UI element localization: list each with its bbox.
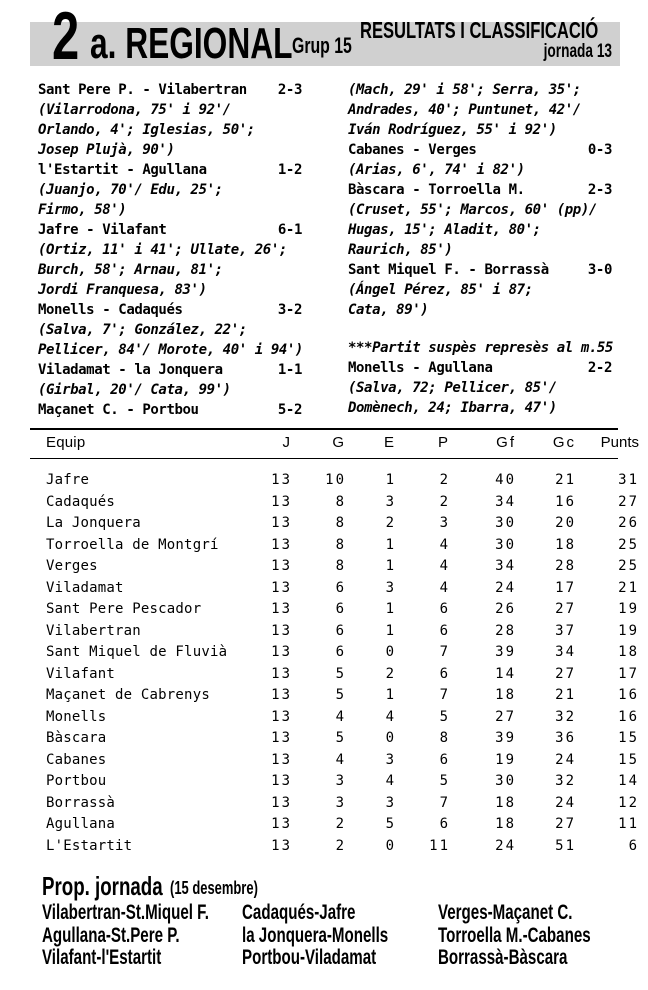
section-title: RESULTATS I CLASSIFICACIÓ: [360, 17, 599, 43]
scorers-text: (Ortiz, 11' i 41'; Ullate, 26';: [38, 242, 287, 258]
goals-against: 18: [555, 536, 576, 553]
match-teams: Jafre - Vilafant: [38, 222, 167, 238]
drawn: 4: [385, 708, 396, 725]
points: 26: [618, 515, 639, 531]
scorers-text: (Ángel Pérez, 85' i 87;: [348, 282, 533, 298]
drawn: 0: [385, 730, 396, 746]
table-row: [30, 773, 639, 795]
points: 31: [618, 472, 639, 488]
fixture: [42, 902, 274, 925]
won: 8: [335, 515, 346, 531]
match-result: [348, 358, 612, 378]
drawn: 1: [385, 687, 396, 703]
table-row: [30, 730, 639, 752]
fixture: [438, 925, 648, 948]
scorers-text: Jordi Franquesa, 83'): [38, 282, 207, 298]
points: 17: [618, 665, 639, 682]
won: 2: [335, 837, 346, 854]
table-row: [30, 579, 639, 602]
played: 13: [271, 644, 292, 660]
goals-against: 24: [555, 751, 576, 768]
scorers-text: Josep Plujà, 90'): [38, 142, 175, 158]
won: 8: [335, 536, 346, 553]
played: 13: [271, 493, 292, 510]
fixtures-column-1: [42, 902, 274, 970]
played: 13: [271, 472, 292, 488]
fixtures-column-3: [438, 902, 648, 970]
goals-against: 27: [555, 816, 576, 832]
goals-against: 51: [555, 837, 576, 854]
goals-for: 18: [495, 687, 516, 703]
played: 13: [271, 536, 292, 553]
fixture: [242, 925, 445, 948]
match-score: 3-2: [277, 302, 302, 318]
points: 25: [618, 558, 639, 574]
match-result: [38, 220, 302, 240]
won: 6: [335, 644, 346, 660]
played: 13: [271, 515, 292, 531]
goals-against: 32: [555, 773, 576, 789]
played: 13: [271, 751, 292, 768]
scorers-line: [348, 120, 612, 140]
goals-against: 21: [555, 472, 576, 488]
table-row: [30, 665, 639, 688]
drawn: 1: [385, 601, 396, 617]
fixture-text: Cadaqués-Jafre: [242, 901, 356, 924]
goals-for: 30: [495, 773, 516, 789]
played: 13: [271, 687, 292, 703]
table-row: [30, 558, 639, 580]
lost: 3: [439, 515, 450, 531]
table-header-rule: [30, 458, 618, 459]
points: 12: [618, 794, 639, 811]
lost: 4: [439, 579, 450, 596]
played: 13: [271, 816, 292, 832]
fixture-text: Vilafant-l'Estartit: [42, 946, 162, 969]
scorers-line: [348, 378, 612, 398]
played: 13: [271, 837, 292, 854]
fixture: [242, 947, 445, 970]
header-played: J: [282, 434, 292, 451]
goals-against: 27: [555, 665, 576, 682]
scorers-line: [348, 220, 612, 240]
match-teams: l'Estartit - Agullana: [38, 162, 207, 178]
match-teams: Maçanet C. - Portbou: [38, 402, 199, 418]
scorers-text: (Salva, 7'; González, 22';: [38, 322, 247, 338]
scorers-line: [348, 280, 612, 300]
table-row: [30, 644, 639, 666]
header-drawn: E: [383, 434, 396, 451]
lost: 4: [439, 558, 450, 574]
scorers-text: Cata, 89'): [348, 302, 429, 318]
won: 6: [335, 601, 346, 617]
next-round-date: (15 desembre): [170, 878, 258, 898]
scorers-line: [38, 280, 302, 300]
goals-for: 28: [495, 622, 516, 639]
header-won: G: [332, 434, 346, 451]
scorers-line: [38, 180, 302, 200]
points: 15: [618, 730, 639, 746]
drawn: 4: [385, 773, 396, 789]
goals-for: 26: [495, 601, 516, 617]
lost: 7: [439, 794, 450, 811]
drawn: 0: [385, 644, 396, 660]
fixture-text: Verges-Maçanet C.: [438, 901, 573, 924]
won: 6: [335, 622, 346, 639]
lost: 6: [439, 665, 450, 682]
match-result: [38, 80, 302, 100]
header-points: Punts: [600, 434, 639, 451]
table-row: [30, 622, 639, 645]
goals-for: 18: [495, 794, 516, 811]
goals-for: 14: [495, 665, 516, 682]
goals-for: 34: [495, 493, 516, 510]
team-name: Sant Miquel de Fluvià: [46, 644, 228, 660]
scorers-text: (Salva, 72; Pellicer, 85'/: [348, 380, 557, 396]
lost: 6: [439, 816, 450, 832]
table-row: [30, 837, 639, 860]
goals-against: 17: [555, 579, 576, 596]
goals-against: 28: [555, 558, 576, 574]
drawn: 3: [385, 579, 396, 596]
page-header: [30, 0, 620, 74]
goals-against: 36: [555, 730, 576, 746]
scorers-text: Firmo, 58'): [38, 202, 127, 218]
header-team: Equip: [46, 434, 86, 451]
goals-for: 34: [495, 558, 516, 574]
team-name: Monells: [46, 708, 107, 725]
points: 14: [618, 773, 639, 789]
header-goals-against: Gc: [552, 434, 576, 451]
match-teams: Sant Pere P. - Vilabertran: [38, 82, 247, 98]
scorers-line: [38, 140, 302, 160]
played: 13: [271, 579, 292, 596]
lost: 11: [429, 837, 450, 854]
table-top-rule: [30, 428, 618, 430]
played: 13: [271, 665, 292, 682]
match-result: [38, 360, 302, 380]
fixture-text: Torroella M.-Cabanes: [438, 923, 591, 947]
fixture: [42, 947, 274, 970]
scorers-line: [348, 200, 612, 220]
scorers-text: (Girbal, 20'/ Cata, 99'): [38, 382, 231, 398]
played: 13: [271, 794, 292, 811]
points: 18: [618, 644, 639, 660]
goals-for: 19: [495, 751, 516, 768]
match-result: [38, 300, 302, 320]
goals-for: 24: [495, 579, 516, 596]
goals-against: 21: [555, 687, 576, 703]
table-row: [30, 515, 639, 537]
drawn: 3: [385, 493, 396, 510]
match-score: 2-2: [587, 360, 612, 376]
match-result: [348, 180, 612, 200]
scorers-text: Hugas, 15'; Aladit, 80';: [348, 222, 541, 238]
match-score: 3-0: [587, 262, 612, 278]
played: 13: [271, 558, 292, 574]
won: 8: [335, 493, 346, 510]
drawn: 1: [385, 472, 396, 488]
won: 6: [335, 579, 346, 596]
match-result: [348, 260, 612, 280]
goals-against: 32: [555, 708, 576, 725]
drawn: 3: [385, 751, 396, 768]
scorers-line: [348, 160, 612, 180]
fixture: [438, 947, 648, 970]
standings-table: [30, 472, 639, 859]
group-label: Grup 15: [292, 33, 352, 58]
scorers-text: (Arias, 6', 74' i 82'): [348, 162, 525, 178]
lost: 7: [439, 687, 450, 703]
team-name: Viladamat: [46, 579, 124, 596]
team-name: Sant Pere Pescador: [46, 601, 202, 617]
team-name: Cadaqués: [46, 493, 116, 510]
scorers-line: [348, 240, 612, 260]
goals-for: 40: [495, 472, 516, 488]
drawn: 1: [385, 536, 396, 553]
fixture: [438, 902, 648, 925]
header-lost: P: [437, 434, 450, 451]
scorers-line: [38, 120, 302, 140]
points: 11: [618, 816, 639, 832]
scorers-text: ***Partit suspès represès al m.55: [348, 340, 613, 356]
team-name: Maçanet de Cabrenys: [46, 687, 210, 703]
scorers-text: Andrades, 40'; Puntunet, 42'/: [348, 102, 581, 118]
fixture: [42, 925, 274, 948]
goals-for: 27: [495, 708, 516, 725]
scorers-line: [348, 338, 612, 358]
scorers-line: [38, 240, 302, 260]
played: 13: [271, 622, 292, 639]
match-score: 5-2: [277, 402, 302, 418]
lost: 6: [439, 622, 450, 639]
played: 13: [271, 708, 292, 725]
won: 10: [325, 472, 346, 488]
team-name: Portbou: [46, 773, 107, 789]
drawn: 1: [385, 558, 396, 574]
won: 5: [335, 687, 346, 703]
goals-for: 18: [495, 816, 516, 832]
fixture-text: Portbou-Viladamat: [242, 946, 377, 969]
scorers-text: (Vilarrodona, 75' i 92'/: [38, 102, 231, 118]
team-name: Bàscara: [46, 730, 107, 746]
goals-against: 20: [555, 515, 576, 531]
team-name: Agullana: [46, 816, 116, 832]
team-name: Vilabertran: [46, 622, 141, 639]
won: 2: [335, 816, 346, 832]
points: 16: [618, 708, 639, 725]
goals-against: 37: [555, 622, 576, 639]
lost: 7: [439, 644, 450, 660]
next-round-title: Prop. jornada: [42, 871, 163, 901]
scorers-line: [38, 340, 302, 360]
team-name: Borrassà: [46, 794, 116, 811]
team-name: La Jonquera: [46, 515, 141, 531]
table-row: [30, 472, 639, 494]
drawn: 2: [385, 665, 396, 682]
team-name: L'Estartit: [46, 837, 133, 854]
lost: 4: [439, 536, 450, 553]
lost: 5: [439, 773, 450, 789]
lost: 6: [439, 751, 450, 768]
match-teams: Sant Miquel F. - Borrassà: [348, 262, 549, 278]
goals-for: 24: [495, 837, 516, 854]
match-result: [38, 160, 302, 180]
match-score: 2-3: [277, 82, 302, 98]
drawn: 1: [385, 622, 396, 639]
goals-against: 34: [555, 644, 576, 660]
scorers-line: [38, 200, 302, 220]
points: 25: [618, 536, 639, 553]
won: 4: [335, 708, 346, 725]
scorers-line: [38, 380, 302, 400]
lost: 6: [439, 601, 450, 617]
team-name: Jafre: [46, 472, 90, 488]
points: 15: [618, 751, 639, 768]
fixtures-column-2: [242, 902, 445, 970]
scorers-line: [348, 100, 612, 120]
scorers-text: (Juanjo, 70'/ Edu, 25';: [38, 182, 223, 198]
match-teams: Viladamat - la Jonquera: [38, 362, 223, 378]
match-result: [38, 400, 302, 420]
table-row: [30, 601, 639, 623]
scorers-text: Pellicer, 84'/ Morote, 40' i 94'): [38, 342, 303, 358]
lost: 2: [439, 493, 450, 510]
drawn: 0: [385, 837, 396, 854]
points: 19: [618, 622, 639, 639]
table-row: [30, 751, 639, 774]
results-column-left: [38, 80, 302, 420]
scorers-line: [38, 260, 302, 280]
results-column-right: [348, 80, 612, 418]
spacer: [348, 320, 612, 338]
match-score: 6-1: [277, 222, 302, 238]
team-name: Verges: [46, 558, 98, 574]
table-row: [30, 794, 639, 817]
match-result: [348, 140, 612, 160]
goals-against: 27: [555, 601, 576, 617]
scorers-text: Iván Rodríguez, 55' i 92'): [348, 122, 557, 138]
scorers-text: (Cruset, 55'; Marcos, 60' (pp)/: [348, 202, 597, 218]
goals-for: 30: [495, 536, 516, 553]
team-name: Vilafant: [46, 665, 116, 682]
match-teams: Monells - Cadaqués: [38, 302, 183, 318]
points: 19: [618, 601, 639, 617]
won: 5: [335, 730, 346, 746]
team-name: Torroella de Montgrí: [46, 536, 219, 553]
scorers-line: [348, 398, 612, 418]
scorers-text: (Mach, 29' i 58'; Serra, 35';: [348, 82, 581, 98]
scorers-text: Raurich, 85'): [348, 242, 453, 258]
fixture-text: Agullana-St.Pere P.: [42, 923, 180, 947]
points: 6: [628, 837, 639, 854]
points: 21: [618, 579, 639, 596]
played: 13: [271, 601, 292, 617]
round-label: jornada 13: [543, 41, 612, 62]
scorers-text: Orlando, 4'; Iglesias, 50';: [38, 122, 255, 138]
table-row: [30, 816, 639, 838]
scorers-line: [348, 300, 612, 320]
goals-for: 39: [495, 730, 516, 746]
fixture-text: la Jonquera-Monells: [242, 923, 389, 947]
header-goals-for: Gf: [496, 434, 516, 451]
match-score: 2-3: [587, 182, 612, 198]
played: 13: [271, 773, 292, 789]
match-teams: Cabanes - Verges: [348, 142, 477, 158]
table-row: [30, 493, 639, 516]
won: 5: [335, 665, 346, 682]
won: 8: [335, 558, 346, 574]
lost: 2: [439, 472, 450, 488]
lost: 8: [439, 730, 450, 746]
scorers-text: Domènech, 24; Ibarra, 47'): [348, 400, 557, 416]
scorers-text: Burch, 58'; Arnau, 81';: [38, 262, 223, 278]
goals-against: 16: [555, 493, 576, 510]
won: 4: [335, 751, 346, 768]
played: 13: [271, 730, 292, 746]
points: 16: [618, 687, 639, 703]
fixture-text: Vilabertran-St.Miquel F.: [42, 901, 209, 924]
goals-for: 30: [495, 515, 516, 531]
table-row: [30, 708, 639, 731]
goals-against: 24: [555, 794, 576, 811]
team-name: Cabanes: [46, 751, 107, 768]
match-teams: Monells - Agullana: [348, 360, 493, 376]
match-score: 1-2: [277, 162, 302, 178]
scorers-line: [38, 100, 302, 120]
fixture-text: Borrassà-Bàscara: [438, 946, 568, 969]
won: 3: [335, 794, 346, 811]
match-teams: Bàscara - Torroella M.: [348, 182, 525, 198]
fixture: [242, 902, 445, 925]
goals-for: 39: [495, 644, 516, 660]
drawn: 5: [385, 816, 396, 832]
scorers-line: [38, 320, 302, 340]
points: 27: [618, 493, 639, 510]
drawn: 3: [385, 794, 396, 811]
won: 3: [335, 773, 346, 789]
scorers-line: [348, 80, 612, 100]
match-score: 0-3: [587, 142, 612, 158]
match-score: 1-1: [277, 362, 302, 378]
division-number: 2: [52, 0, 80, 74]
division-title: a. REGIONAL: [90, 19, 293, 68]
table-row: [30, 687, 639, 709]
table-row: [30, 536, 639, 559]
lost: 5: [439, 708, 450, 725]
standings-header: [30, 434, 639, 456]
drawn: 2: [385, 515, 396, 531]
